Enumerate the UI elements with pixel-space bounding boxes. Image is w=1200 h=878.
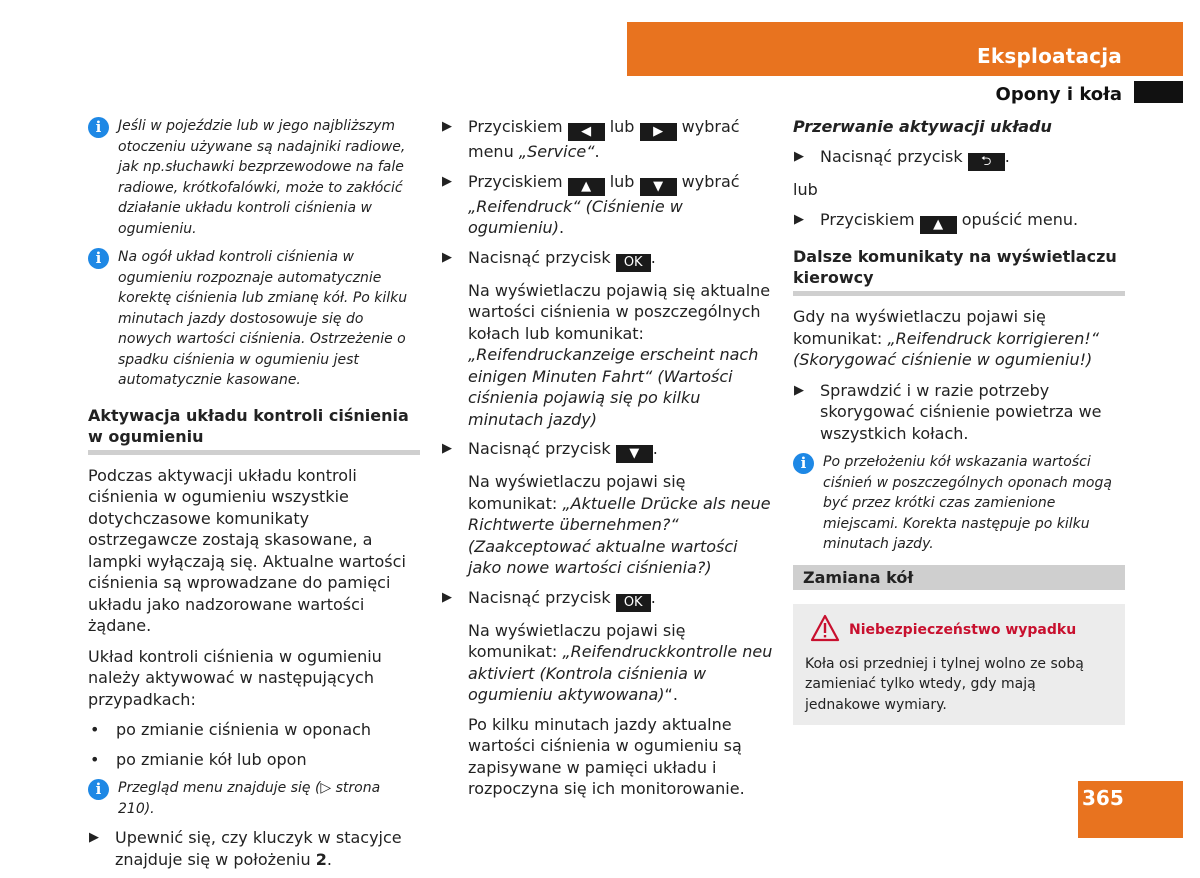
- warning-text: Koła osi przedniej i tylnej wolno ze sobą zamieniać tylko wtedy, gdy mają jednakowe wymiary.: [805, 655, 1084, 713]
- action-arrow-icon: ▶: [794, 148, 804, 164]
- action-step: ▶ Przyciskiem ▲ opuścić menu.: [794, 210, 1079, 232]
- action-step: ▶ Nacisnąć przycisk ▼ .: [442, 439, 658, 461]
- paragraph: Na wyświetlaczu pojawią się aktualne wartości ciśnienia w poszczególnych kołach lub komunikat: „Reifendruckanzeige erscheint nach einigen Minuten Fahrt“ (Wartości ciśnienia pojawią się po kilku minutach jazdy): [468, 280, 771, 429]
- chapter-title: Opony i koła: [995, 84, 1122, 105]
- warning-header: Niebezpieczeństwo wypadku: [805, 614, 1113, 646]
- or-text: lub: [793, 179, 818, 199]
- section-heading: Dalsze komunikaty na wyświetlaczu kierowcy: [793, 246, 1125, 296]
- column-3: [793, 116, 1125, 725]
- list-item: • po zmianie ciśnienia w oponach: [90, 720, 372, 739]
- section-bar: Zamiana kół: [793, 565, 1125, 590]
- action-step: ▶ Upewnić się, czy kluczyk w stacyjce znajduje się w położeniu 2.: [89, 828, 402, 869]
- warning-box: [793, 604, 1125, 726]
- paragraph: Po kilku minutach jazdy aktualne wartości ciśnienia w ogumieniu są zapisywane w pamięci układu i rozpoczyna się ich monitorowanie.: [468, 714, 745, 798]
- down-arrow-key-icon: ▼: [616, 445, 653, 463]
- paragraph: Układ kontroli ciśnienia w ogumieniu należy aktywować w następujących przypadkach:: [88, 646, 382, 709]
- action-step: ▶ Nacisnąć przycisk OK .: [442, 587, 656, 610]
- info-note: i Przegląd menu znajduje się (▷ strona 210).: [88, 778, 420, 819]
- action-arrow-icon: ▶: [442, 173, 452, 189]
- info-icon: i: [793, 453, 814, 474]
- action-arrow-icon: ▶: [442, 119, 452, 134]
- action-step: ▶ Przyciskiem ◀ lub ▶ wybrać menu „Service“.: [442, 117, 740, 161]
- column-2: [441, 116, 775, 808]
- right-arrow-key-icon: ▶: [640, 123, 677, 141]
- info-icon: i: [88, 779, 109, 800]
- paragraph: Podczas aktywacji układu kontroli ciśnienia w ogumieniu wszystkie dotychczasowe komunikaty ostrzegawcze zostają skasowane, a lampki wyłączają się. Aktualne wartości ciśnienia są wprowadzane do pamięci układu jako nadzorowane wartości żądane.: [88, 465, 406, 635]
- bullet-dot: •: [90, 749, 100, 769]
- action-step: ▶ Nacisnąć przycisk ⮌ .: [794, 146, 1010, 169]
- paragraph: Na wyświetlaczu pojawi się komunikat: „Reifendruckkontrolle neu aktiviert (Kontrola ciśnienia w ogumieniu aktywowana)“.: [468, 620, 773, 704]
- left-arrow-key-icon: ◀: [568, 123, 605, 141]
- action-arrow-icon: ▶: [442, 249, 452, 265]
- paragraph: Na wyświetlaczu pojawi się komunikat: „Aktuelle Drücke als neue Richtwerte übernehmen?“ (Zaakceptować aktualne wartości jako nowe wartości ciśnienia?): [468, 472, 771, 577]
- down-arrow-key-icon: ▼: [640, 178, 677, 196]
- column-1: [88, 116, 420, 878]
- paragraph: Gdy na wyświetlaczu pojawi się komunikat: „Reifendruck korrigieren!“ (Skorygować ciśnienie w ogumieniu!): [793, 307, 1100, 369]
- action-arrow-icon: ▶: [89, 830, 99, 845]
- ok-key: OK: [616, 594, 651, 612]
- up-arrow-key-icon: ▲: [568, 178, 605, 196]
- action-arrow-icon: ▶: [794, 382, 804, 398]
- up-arrow-key-icon: ▲: [920, 216, 957, 234]
- action-step: ▶ Przyciskiem ▲ lub ▼ wybrać „Reifendruck“ (Ciśnienie w ogumieniu).: [442, 171, 740, 237]
- info-note: i Na ogół układ kontroli ciśnienia w ogumieniu rozpoznaje automatycznie korektę ciśnienia lub zmianę kół. Po kilku minutach jazdy dostosowuje się do nowych wartości ciśnienia. Ostrzeżenie o spadku ciśnienia w ogumieniu jest automatycznie kasowane.: [88, 247, 420, 391]
- back-key-icon: ⮌: [968, 153, 1005, 171]
- info-note: i Po przełożeniu kół wskazania wartości ciśnień w poszczególnych oponach mogą być przez krótki czas zamienione miejscami. Korekta następuje po kilku minutach jazdy.: [793, 452, 1125, 555]
- info-note: i Jeśli w pojeździe lub w jego najbliższym otoczeniu używane są nadajniki radiowe, jak np.słuchawki bezprzewodowe na fale radiowe, krótkofalówki, może to zakłócić działanie układu kontroli ciśnienia w ogumieniu.: [88, 116, 420, 239]
- info-icon: i: [88, 248, 109, 269]
- action-arrow-icon: ▶: [794, 212, 804, 227]
- action-arrow-icon: ▶: [442, 441, 452, 456]
- section-title: Eksploatacja: [977, 44, 1122, 68]
- action-step: ▶ Nacisnąć przycisk OK .: [442, 247, 656, 270]
- sub-heading: Przerwanie aktywacji układu: [793, 117, 1052, 136]
- info-icon: i: [88, 117, 109, 138]
- chapter-marker: [1134, 81, 1183, 103]
- page-number: 365: [1082, 786, 1124, 810]
- action-step: ▶ Sprawdzić i w razie potrzeby skorygować ciśnienie powietrza we wszystkich kołach.: [794, 380, 1102, 443]
- list-item: • po zmianie kół lub opon: [90, 749, 307, 769]
- ok-key: OK: [616, 254, 651, 272]
- warning-triangle-icon: [810, 614, 840, 642]
- section-heading: Aktywacja układu kontroli ciśnienia w ogumieniu: [88, 405, 420, 455]
- bullet-dot: •: [90, 720, 100, 739]
- action-arrow-icon: ▶: [442, 589, 452, 605]
